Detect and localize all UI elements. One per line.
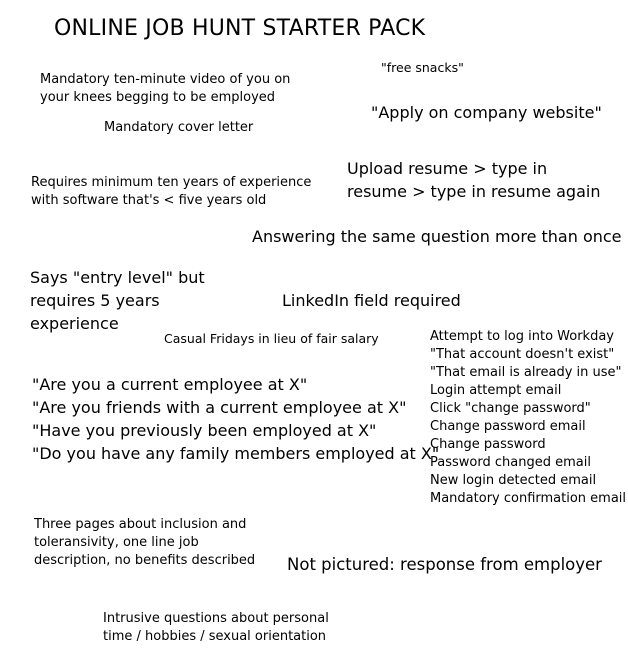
workday-step: "That email is already in use" (430, 365, 622, 380)
item-upload-resume-line: Upload resume > type in (347, 159, 548, 178)
item-entry-level-line: experience (30, 314, 119, 333)
workday-step: Change password (430, 437, 546, 452)
item-inclusion-line: Three pages about inclusion and (34, 517, 247, 532)
employee-question: "Are you friends with a current employee at X" (32, 398, 407, 417)
item-video (40, 71, 290, 107)
item-casual-fridays: Casual Fridays in lieu of fair salary (164, 331, 379, 346)
item-free-snacks: "free snacks" (381, 60, 464, 75)
item-workday-list (430, 328, 626, 508)
item-apply-website: "Apply on company website" (371, 103, 602, 122)
item-intrusive-questions (103, 610, 329, 646)
workday-step: Mandatory confirmation email (430, 491, 627, 506)
item-entry-level (30, 266, 205, 335)
item-linkedin: LinkedIn field required (282, 291, 461, 310)
workday-step: Password changed email (430, 455, 591, 470)
workday-step: Click "change password" (430, 401, 591, 416)
employee-question: "Have you previously been employed at X" (32, 421, 377, 440)
item-not-pictured: Not pictured: response from employer (287, 555, 602, 574)
item-intrusive-questions-line: time / hobbies / sexual orientation (103, 629, 327, 644)
item-video-line: Mandatory ten-minute video of you on (40, 72, 291, 87)
item-video-line: your knees begging to be employed (40, 90, 276, 105)
item-upload-resume (347, 157, 600, 203)
item-same-question: Answering the same question more than once (252, 227, 622, 246)
workday-step: New login detected email (430, 473, 597, 488)
page-title: ONLINE JOB HUNT STARTER PACK (54, 16, 426, 41)
workday-step: Attempt to log into Workday (430, 329, 614, 344)
item-inclusion-line: toleransivity, one line job (34, 535, 199, 550)
item-intrusive-questions-line: Intrusive questions about personal (103, 611, 329, 626)
workday-step: Login attempt email (430, 383, 562, 398)
item-inclusion (34, 516, 255, 570)
item-experience-requirement-line: with software that's < five years old (31, 193, 267, 208)
item-entry-level-line: Says "entry level" but (30, 268, 205, 287)
item-experience-requirement-line: Requires minimum ten years of experience (31, 175, 312, 190)
item-entry-level-line: requires 5 years (30, 291, 160, 310)
item-inclusion-line: description, no benefits described (34, 553, 256, 568)
item-experience-requirement (31, 174, 311, 210)
employee-question: "Are you a current employee at X" (32, 375, 308, 394)
workday-step: Change password email (430, 419, 586, 434)
workday-step: "That account doesn't exist" (430, 347, 615, 362)
employee-question: "Do you have any family members employed at X" (32, 444, 440, 463)
item-cover-letter: Mandatory cover letter (104, 120, 254, 135)
item-upload-resume-line: resume > type in resume again (347, 182, 601, 201)
item-employee-questions (32, 373, 439, 465)
